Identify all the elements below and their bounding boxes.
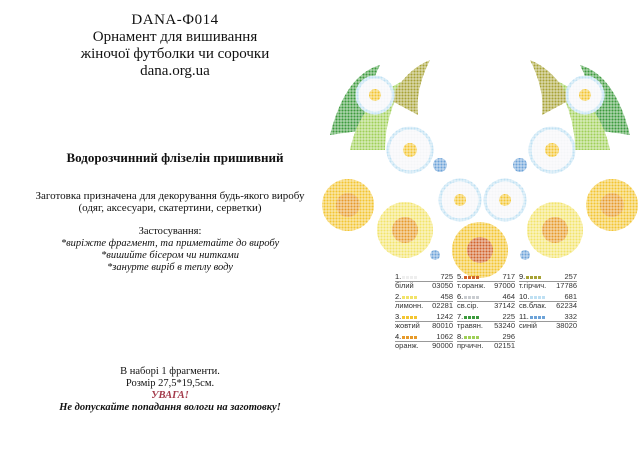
legend-number: 257 — [564, 272, 577, 281]
legend-index: 9. — [519, 272, 526, 281]
legend-index: 2. — [395, 292, 402, 301]
kit-info — [20, 366, 320, 414]
color-legend — [395, 273, 640, 363]
legend-swatch — [468, 316, 471, 319]
legend-swatch — [472, 296, 475, 299]
legend-swatch — [410, 276, 413, 279]
material-title: Водорозчинний флізелін пришивний — [66, 150, 284, 165]
product-title-line-1: Орнамент для вишивання — [92, 29, 258, 45]
legend-index: 4. — [395, 332, 402, 341]
legend-item — [457, 333, 515, 351]
legend-swatch — [464, 336, 467, 339]
warning-label: УВАГА! — [151, 390, 189, 401]
legend-swatch — [402, 276, 405, 279]
legend-item — [519, 313, 577, 331]
warning-note: Не допускайте попадання вологи на заготовку! — [59, 402, 281, 413]
product-title-line-2: жіночої футболки чи сорочки — [80, 46, 270, 62]
legend-swatch — [464, 276, 467, 279]
legend-swatch — [414, 276, 417, 279]
legend-color-name: лимонн. — [395, 301, 424, 310]
legend-swatch — [406, 296, 409, 299]
legend-swatch — [476, 336, 479, 339]
product-code: DANA-Ф014 — [131, 12, 219, 28]
legend-index: 1. — [395, 272, 402, 281]
legend-swatch — [468, 296, 471, 299]
legend-item — [395, 333, 453, 351]
pattern-header — [40, 12, 310, 80]
legend-index: 5. — [457, 272, 464, 281]
legend-index: 8. — [457, 332, 464, 341]
legend-swatch — [414, 336, 417, 339]
legend-color-code: 38020 — [556, 321, 577, 330]
legend-color-code: 02151 — [494, 341, 515, 350]
legend-swatch — [410, 296, 413, 299]
legend-item — [457, 273, 515, 291]
usage-instructions — [40, 226, 300, 274]
legend-swatch — [534, 276, 537, 279]
legend-color-code: 03050 — [432, 281, 453, 290]
usage-step-2: *вишийте бісером чи нитками — [101, 250, 239, 261]
legend-swatch — [476, 316, 479, 319]
legend-swatch — [410, 336, 413, 339]
legend-color-code: 02281 — [432, 301, 453, 310]
legend-item — [395, 273, 453, 291]
legend-swatch — [406, 316, 409, 319]
legend-swatch — [410, 316, 413, 319]
purpose-line-2: (одяг, аксесуари, скатертини, серветки) — [78, 202, 262, 214]
legend-item — [395, 313, 453, 331]
legend-swatch — [538, 296, 541, 299]
legend-swatch — [538, 316, 541, 319]
legend-swatch — [468, 336, 471, 339]
legend-item — [457, 313, 515, 331]
usage-step-1: *виріжте фрагмент, та приметайте до виробу — [60, 238, 280, 249]
embroidery-pattern-image — [320, 55, 640, 280]
purpose-line-1: Заготовка призначена для декорування будь-якого виробу — [35, 190, 305, 202]
legend-swatch — [464, 316, 467, 319]
legend-color-name: т.гірчич. — [519, 281, 547, 290]
kit-size: Розмір 27,5*19,5см. — [125, 378, 215, 389]
legend-swatch — [472, 336, 475, 339]
legend-swatch — [406, 336, 409, 339]
legend-swatch — [476, 276, 479, 279]
legend-color-code: 53240 — [494, 321, 515, 330]
legend-swatch — [538, 276, 541, 279]
legend-swatch — [402, 316, 405, 319]
legend-swatch — [526, 276, 529, 279]
legend-color-code: 62234 — [556, 301, 577, 310]
legend-swatch — [530, 296, 533, 299]
legend-swatch — [534, 316, 537, 319]
legend-swatch — [414, 316, 417, 319]
legend-item — [519, 293, 577, 311]
legend-swatch — [402, 336, 405, 339]
legend-swatch — [464, 296, 467, 299]
legend-item — [395, 293, 453, 311]
legend-number: 458 — [440, 292, 453, 301]
legend-item — [457, 293, 515, 311]
legend-swatch — [476, 296, 479, 299]
legend-color-name: синій — [519, 321, 537, 330]
legend-swatch — [534, 296, 537, 299]
legend-color-code: 90000 — [432, 341, 453, 350]
legend-number: 464 — [502, 292, 515, 301]
legend-number: 332 — [564, 312, 577, 321]
legend-item — [519, 273, 577, 291]
legend-swatch — [530, 276, 533, 279]
legend-color-name: прчичн. — [457, 341, 484, 350]
legend-color-code: 17786 — [556, 281, 577, 290]
legend-index: 11. — [519, 312, 529, 321]
legend-swatch — [472, 276, 475, 279]
legend-swatch — [472, 316, 475, 319]
legend-number: 725 — [440, 272, 453, 281]
website-link[interactable]: dana.org.ua — [140, 63, 210, 79]
legend-color-name: оранж. — [395, 341, 419, 350]
kit-count: В наборі 1 фрагменти. — [120, 366, 220, 377]
legend-swatch — [414, 296, 417, 299]
legend-number: 296 — [502, 332, 515, 341]
legend-index: 3. — [395, 312, 402, 321]
legend-color-name: св.блак. — [519, 301, 547, 310]
legend-color-code: 37142 — [494, 301, 515, 310]
legend-color-name: св.сір. — [457, 301, 479, 310]
legend-number: 1062 — [436, 332, 453, 341]
legend-swatch — [468, 276, 471, 279]
legend-color-name: білий — [395, 281, 414, 290]
legend-swatch — [530, 316, 533, 319]
legend-number: 717 — [502, 272, 515, 281]
usage-title: Застосування: — [138, 226, 202, 237]
legend-index: 6. — [457, 292, 464, 301]
usage-step-3: *занурте виріб в теплу воду — [107, 262, 233, 273]
legend-index: 10. — [519, 292, 530, 301]
legend-color-code: 97000 — [494, 281, 515, 290]
legend-swatch — [542, 316, 545, 319]
legend-color-name: травян. — [457, 321, 483, 330]
legend-number: 225 — [502, 312, 515, 321]
legend-number: 1242 — [436, 312, 453, 321]
legend-index: 7. — [457, 312, 464, 321]
legend-swatch — [406, 276, 409, 279]
legend-color-name: жовтий — [395, 321, 420, 330]
legend-swatch — [402, 296, 405, 299]
legend-swatch — [542, 296, 545, 299]
legend-number: 681 — [564, 292, 577, 301]
purpose-text — [20, 190, 320, 214]
legend-color-name: т.оранж. — [457, 281, 486, 290]
legend-color-code: 80010 — [432, 321, 453, 330]
